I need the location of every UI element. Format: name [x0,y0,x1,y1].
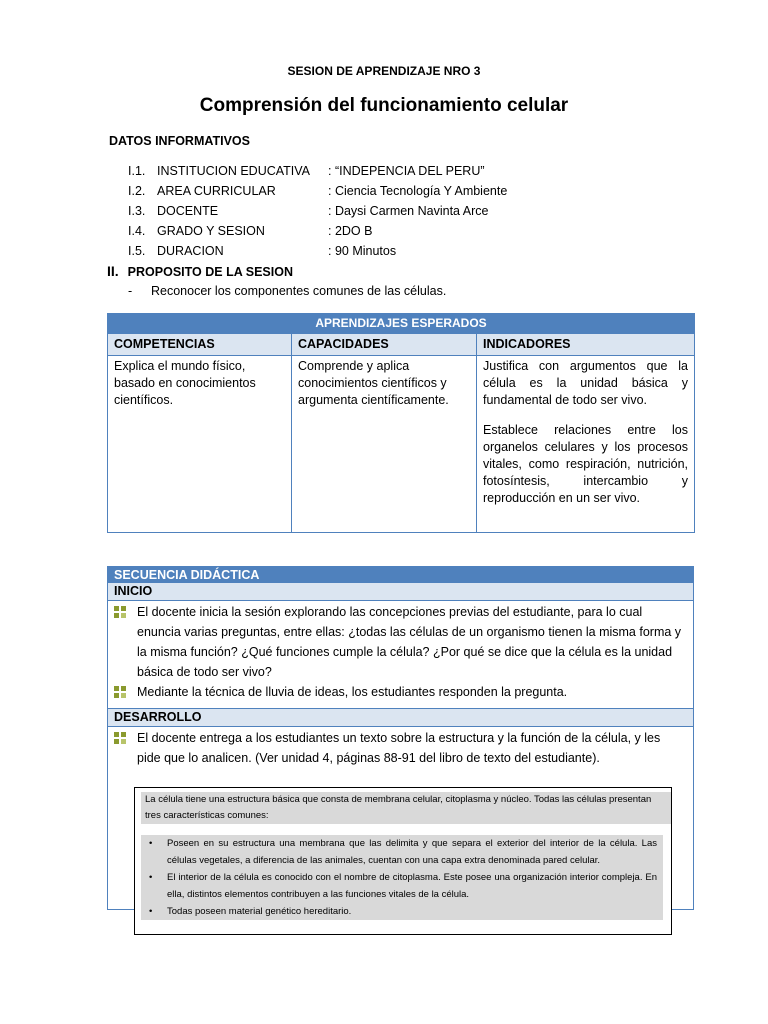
info-number: I.4. [128,224,146,238]
inicio-content [108,601,693,708]
list-item [108,682,693,702]
text-box-list [141,835,663,920]
desarrollo-heading: DESARROLLO [108,708,693,727]
reading-text-box [134,787,672,935]
list-item [141,903,663,920]
list-item-text: Poseen en su estructura una membrana que las delimita y que separa el exterior del interior de la célula. Las células vegetales, a diferencia de las animales, cuentan con una capa extra denominada pared celular. [167,838,657,866]
info-label: DOCENTE [157,204,219,218]
info-number: I.3. [128,204,146,218]
competencia-cell: Explica el mundo físico, basado en conocimientos científicos. [108,356,292,533]
bullet-dot: • [149,838,153,849]
info-value: : Ciencia Tecnología Y Ambiente [328,184,508,198]
inicio-heading: INICIO [108,583,693,601]
secuencia-title: SECUENCIA DIDÁCTICA [108,567,693,583]
column-header-indicadores: INDICADORES [477,334,695,356]
list-item [108,602,693,682]
list-item-text: El interior de la célula es conocido con el nombre de citoplasma. Este posee una organización interior compleja. En ella, distintos elementos contribuyen a las funciones vitales de la célula. [167,872,657,900]
aprendizajes-table [107,313,695,533]
list-item-text: Todas poseen material genético hereditario. [167,906,352,917]
square-bullet-icon [114,686,126,698]
info-label: GRADO Y SESION [157,224,265,238]
aprendizajes-title: APRENDIZAJES ESPERADOS [108,314,695,334]
info-value: : Daysi Carmen Navinta Arce [328,204,489,218]
text-box-intro: La célula tiene una estructura básica que consta de membrana celular, citoplasma y núcleo. Todas las células presentan tres características comunes: [141,792,671,824]
desarrollo-content [108,727,693,768]
proposito-item [128,284,446,298]
list-item-text: El docente entrega a los estudiantes un texto sobre la estructura y la función de la célula, y les pide que lo analicen. (Ver unidad 4, páginas 88-91 del libro de texto del estudiante). [137,731,661,765]
list-item [141,835,663,869]
proposito-heading-text: PROPOSITO DE LA SESION [127,265,293,279]
capacidad-cell: Comprende y aplica conocimientos científicos y argumenta científicamente. [292,356,477,533]
info-number: I.2. [128,184,146,198]
indicador-text: Establece relaciones entre los organelos celulares y los procesos vitales, como respiración, nutrición, fotosíntesis, intercambio y reproducción en un ser vivo. [483,423,689,505]
list-item-text: El docente inicia la sesión explorando las concepciones previas del estudiante, para lo cual enuncia varias preguntas, entre ellas: ¿todas las células de un organismo tienen la misma forma y la misma función? ¿Qué funciones cumple la célula? ¿Por qué se dice que la célula es la unidad básica de todo ser vivo? [137,605,682,679]
info-value: : “INDEPENCIA DEL PERU” [328,164,485,178]
list-item [108,728,693,768]
document-title: Comprensión del funcionamiento celular [199,95,569,116]
list-item-text: Mediante la técnica de lluvia de ideas, los estudiantes responden la pregunta. [137,685,568,699]
info-value: : 90 Minutos [328,244,397,258]
list-item [141,869,663,903]
info-number: I.1. [128,164,146,178]
dash-marker: - [128,284,133,298]
indicadores-cell [477,356,695,533]
bullet-dot: • [149,872,153,883]
proposito-item-text: Reconocer los componentes comunes de las células. [151,284,447,298]
square-bullet-icon [114,732,126,744]
column-header-competencias: COMPETENCIAS [108,334,292,356]
info-label: DURACION [157,244,224,258]
indicador-text: Justifica con argumentos que la célula es la unidad básica y fundamental de todo ser vivo. [483,359,689,407]
proposito-heading [107,263,293,279]
info-label: INSTITUCION EDUCATIVA [157,164,311,178]
info-number: I.5. [128,244,146,258]
section-number: II. [107,263,119,279]
session-number-heading: SESION DE APRENDIZAJE NRO 3 [287,64,481,78]
column-header-capacidades: CAPACIDADES [292,334,477,356]
square-bullet-icon [114,606,126,618]
info-label: AREA CURRICULAR [157,184,276,198]
bullet-dot: • [149,906,153,917]
info-value: : 2DO B [328,224,373,238]
datos-informativos-heading: DATOS INFORMATIVOS [109,134,250,148]
